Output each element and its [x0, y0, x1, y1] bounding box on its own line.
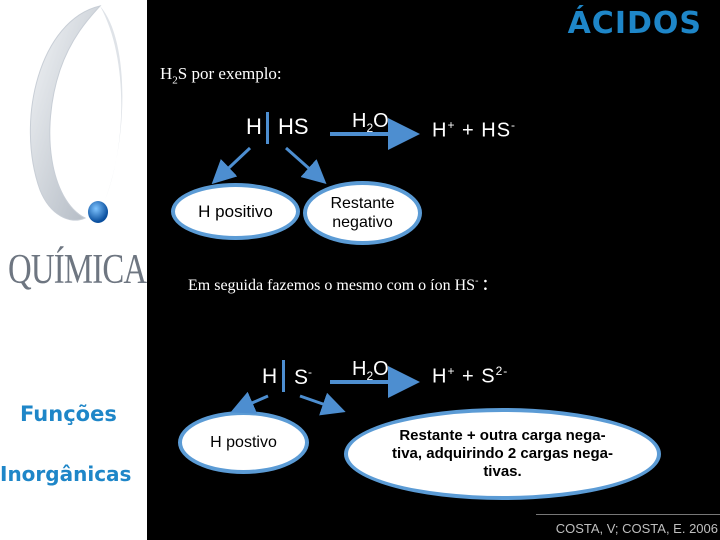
functions-label: Funções: [20, 402, 117, 426]
eq1-divider: [266, 112, 269, 144]
eq1-h: H: [246, 114, 262, 139]
eq2-solvent: $H_2O$: [352, 358, 389, 383]
eq1-hs: HS: [278, 114, 309, 139]
eq2-divider: [282, 360, 285, 392]
eq2-s: S-: [294, 365, 313, 389]
sidebar: [0, 0, 147, 540]
eq2-products: $H^+ + S^{2-}$: [432, 364, 509, 388]
intro2-text: Em seguida fazemos o mesmo com o íon HS- :: [188, 270, 489, 295]
eq1-products: H+ + HS-: [432, 118, 517, 142]
logo-text: QUÍMICA: [8, 247, 147, 293]
eq1-ellipse-right: Restante negativo: [303, 181, 422, 245]
credit-text: COSTA, V; COSTA, E. 2006: [555, 521, 718, 536]
credit-divider: [536, 514, 720, 515]
intro-text: $H_2S$ por exemplo:: [160, 64, 282, 87]
eq1-solvent: $H_2O$: [352, 110, 389, 135]
eq2-ellipse-left: H postivo: [178, 411, 309, 474]
page-title: ÁCIDOS: [567, 6, 702, 41]
eq2-h: H: [262, 365, 278, 388]
inorganic-label: Inorgânicas: [0, 462, 132, 486]
eq2-ellipse-right: Restante + outra carga nega- tiva, adquirindo 2 cargas nega- tivas.: [344, 408, 661, 500]
eq1-ellipse-left: H positivo: [171, 183, 300, 240]
